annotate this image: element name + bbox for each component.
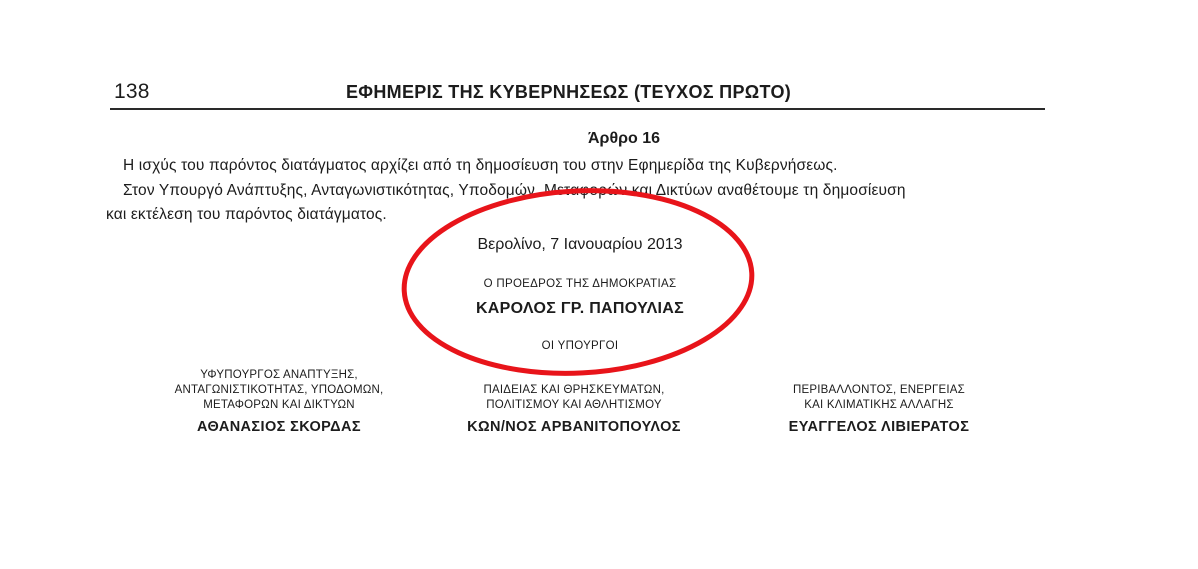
minister-role-line: ΜΕΤΑΦΟΡΩΝ ΚΑΙ ΔΙΚΤΥΩΝ xyxy=(203,399,355,411)
president-title: Ο ΠΡΟΕΔΡΟΣ ΤΗΣ ΔΗΜΟΚΡΑΤΙΑΣ xyxy=(483,278,677,290)
minister-name: ΚΩΝ/ΝΟΣ ΑΡΒΑΝΙΤΟΠΟΥΛΟΣ xyxy=(467,419,681,435)
article-line-3: και εκτέλεση του παρόντος διατάγματος. xyxy=(106,206,387,223)
page-number: 138 xyxy=(114,80,150,103)
minister-role-line: ΥΦΥΠΟΥΡΓΟΣ ΑΝΑΠΤΥΞΗΣ, xyxy=(200,369,358,381)
minister-role-line: ΚΑΙ ΚΛΙΜΑΤΙΚΗΣ ΑΛΛΑΓΗΣ xyxy=(804,399,954,411)
place-date: Βερολίνο, 7 Ιανουαρίου 2013 xyxy=(477,236,683,253)
minister-role-line: ΑΝΤΑΓΩΝΙΣΤΙΚΟΤΗΤΑΣ, ΥΠΟΔΟΜΩΝ, xyxy=(174,384,384,396)
minister-role-line: ΠΑΙΔΕΙΑΣ ΚΑΙ ΘΡΗΣΚΕΥΜΑΤΩΝ, xyxy=(483,384,665,396)
gazette-title: ΕΦΗΜΕΡΙΣ ΤΗΣ ΚΥΒΕΡΝΗΣΕΩΣ (ΤΕΥΧΟΣ ΠΡΩΤΟ) xyxy=(346,82,792,102)
ministers-label: ΟΙ ΥΠΟΥΡΓΟΙ xyxy=(541,340,619,352)
minister-name: ΑΘΑΝΑΣΙΟΣ ΣΚΟΡΔΑΣ xyxy=(197,419,361,435)
minister-name: ΕΥΑΓΓΕΛΟΣ ΛΙΒΙΕΡΑΤΟΣ xyxy=(788,419,970,435)
article-line-1: Η ισχύς του παρόντος διατάγματος αρχίζει από τη δημοσίευση του στην Εφημερίδα της Κυβερνήσεως. xyxy=(123,157,838,174)
article-line-2: Στον Υπουργό Ανάπτυξης, Ανταγωνιστικότητας, Υποδομών, Μεταφορών και Δικτύων αναθέτουμε τη δημοσίευση xyxy=(123,182,906,199)
minister-role-line: ΠΕΡΙΒΑΛΛΟΝΤΟΣ, ΕΝΕΡΓΕΙΑΣ xyxy=(793,384,965,396)
article-heading: Άρθρο 16 xyxy=(587,130,660,147)
president-name: ΚΑΡΟΛΟΣ ΓΡ. ΠΑΠΟΥΛΙΑΣ xyxy=(475,300,685,317)
minister-role-line: ΠΟΛΙΤΙΣΜΟΥ ΚΑΙ ΑΘΛΗΤΙΣΜΟΥ xyxy=(486,399,662,411)
highlight-ellipse xyxy=(399,182,756,382)
